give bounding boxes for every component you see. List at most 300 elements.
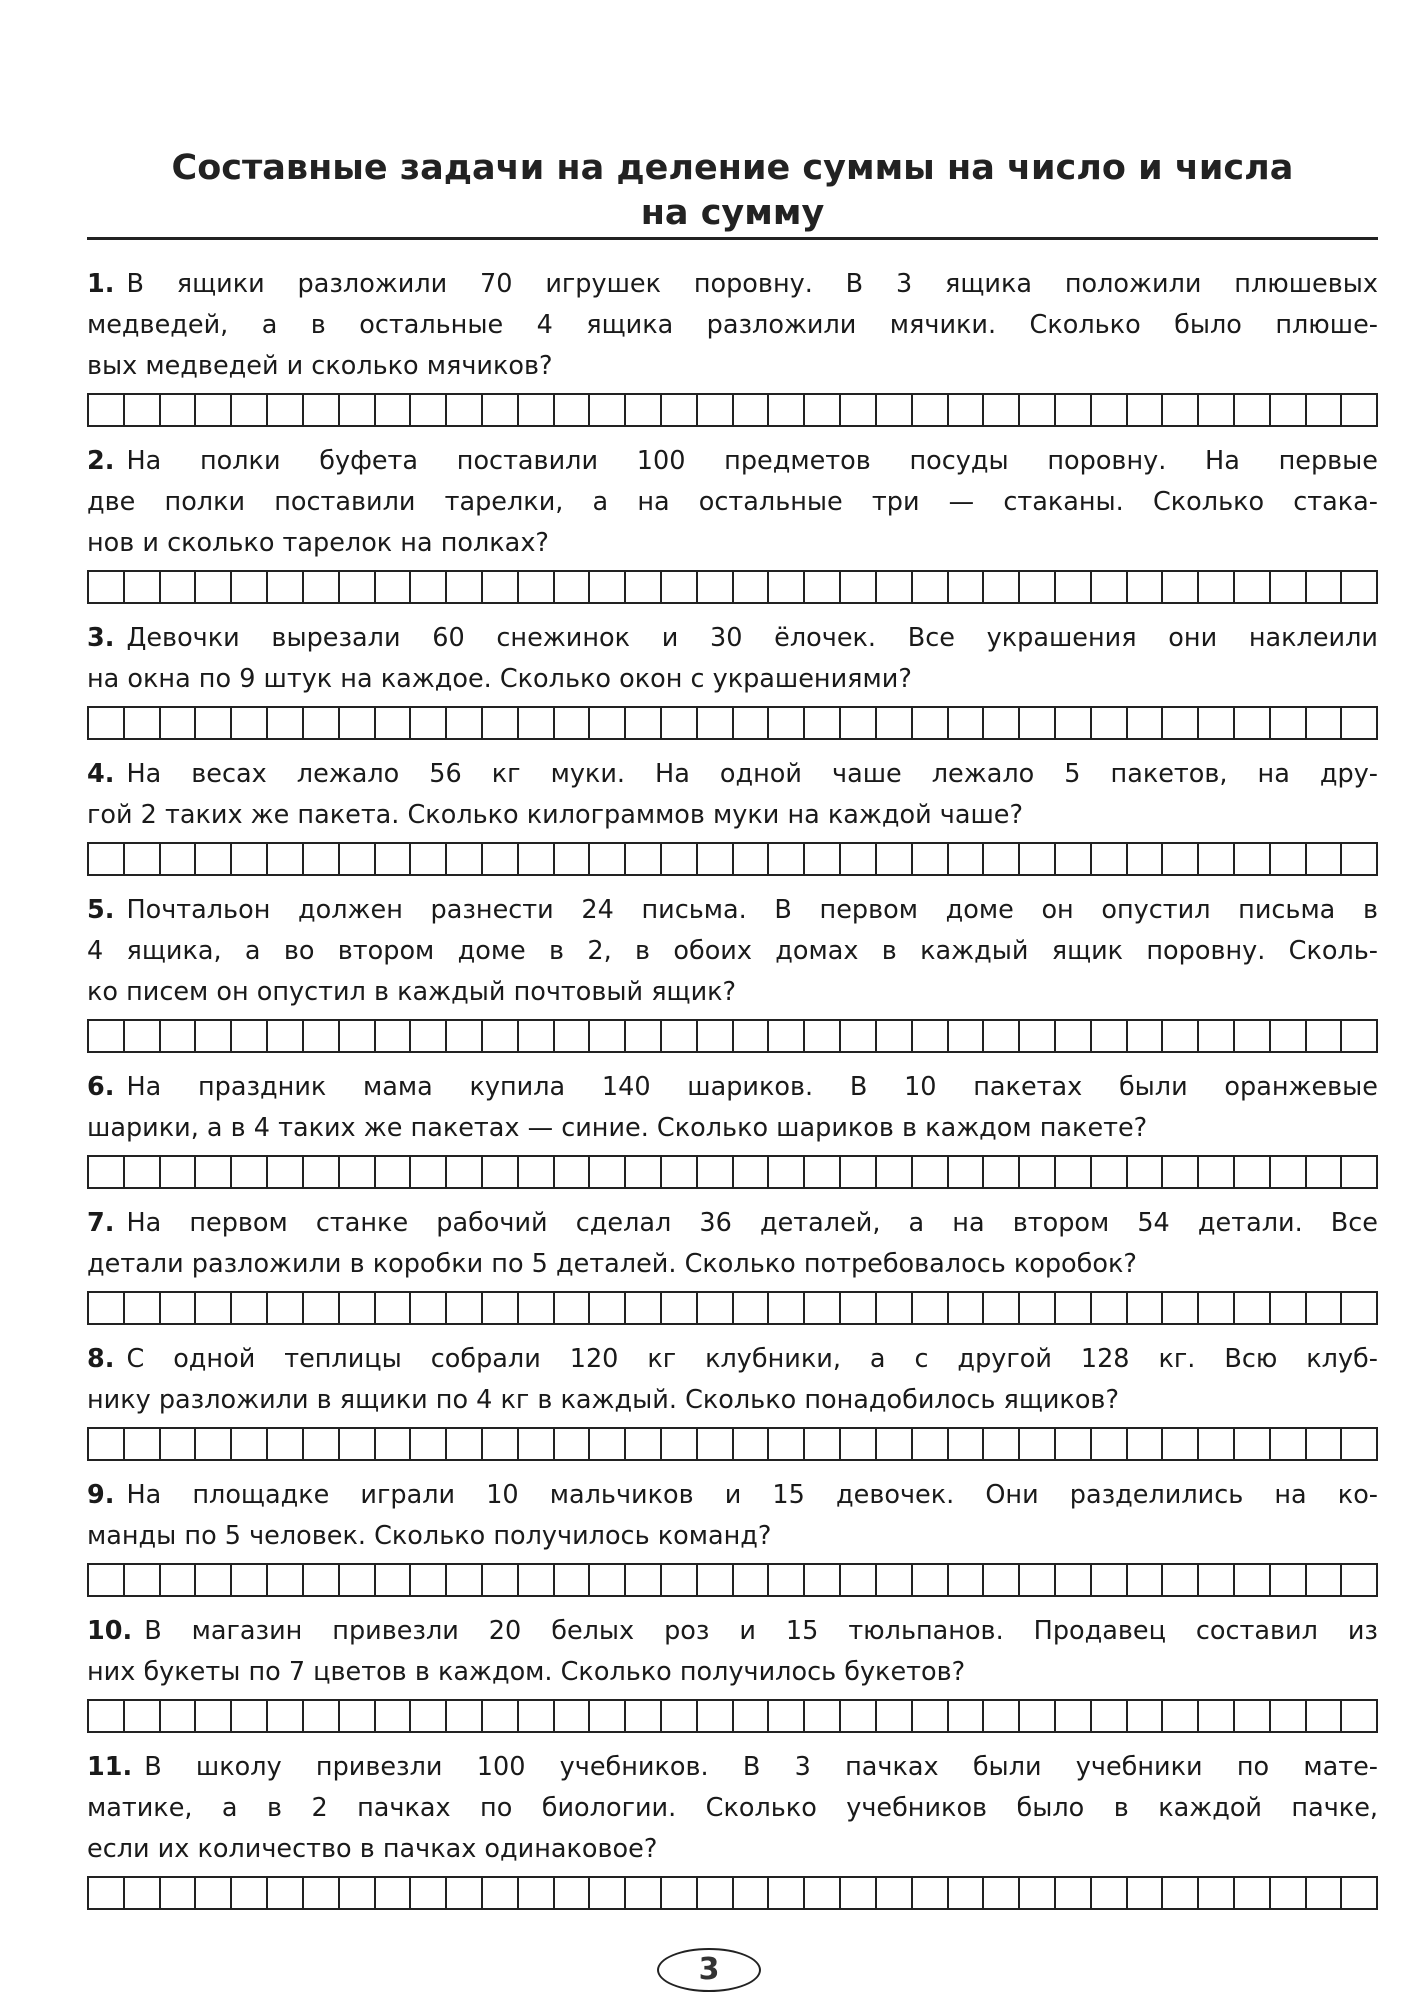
answer-cell[interactable] <box>769 1021 805 1051</box>
answer-cell[interactable] <box>447 1021 483 1051</box>
answer-grid[interactable] <box>87 1291 1378 1325</box>
answer-cell[interactable] <box>1163 1701 1199 1731</box>
answer-cell[interactable] <box>949 572 985 602</box>
answer-cell[interactable] <box>555 1157 591 1187</box>
answer-cell[interactable] <box>304 1429 340 1459</box>
answer-cell[interactable] <box>1235 1293 1271 1323</box>
answer-cell[interactable] <box>877 1429 913 1459</box>
answer-cell[interactable] <box>232 572 268 602</box>
answer-cell[interactable] <box>161 1878 197 1908</box>
answer-cell[interactable] <box>841 1429 877 1459</box>
answer-cell[interactable] <box>447 1157 483 1187</box>
answer-cell[interactable] <box>698 844 734 874</box>
answer-cell[interactable] <box>519 1429 555 1459</box>
answer-cell[interactable] <box>1342 1701 1378 1731</box>
answer-cell[interactable] <box>161 1429 197 1459</box>
answer-cell[interactable] <box>519 1701 555 1731</box>
answer-cell[interactable] <box>626 1429 662 1459</box>
answer-cell[interactable] <box>626 1878 662 1908</box>
answer-cell[interactable] <box>913 1021 949 1051</box>
answer-cell[interactable] <box>555 1565 591 1595</box>
answer-cell[interactable] <box>1128 1021 1164 1051</box>
answer-cell[interactable] <box>1307 1701 1343 1731</box>
answer-cell[interactable] <box>340 1157 376 1187</box>
answer-cell[interactable] <box>662 1157 698 1187</box>
answer-cell[interactable] <box>483 1701 519 1731</box>
answer-cell[interactable] <box>734 1701 770 1731</box>
answer-cell[interactable] <box>1235 1021 1271 1051</box>
answer-cell[interactable] <box>196 1701 232 1731</box>
answer-cell[interactable] <box>125 1565 161 1595</box>
answer-cell[interactable] <box>89 395 125 425</box>
answer-cell[interactable] <box>1271 395 1307 425</box>
answer-cell[interactable] <box>376 1429 412 1459</box>
answer-cell[interactable] <box>769 395 805 425</box>
answer-cell[interactable] <box>913 708 949 738</box>
answer-cell[interactable] <box>268 1565 304 1595</box>
answer-cell[interactable] <box>519 395 555 425</box>
answer-cell[interactable] <box>447 395 483 425</box>
answer-cell[interactable] <box>1092 1565 1128 1595</box>
answer-cell[interactable] <box>1163 1878 1199 1908</box>
answer-cell[interactable] <box>590 1021 626 1051</box>
answer-cell[interactable] <box>734 1878 770 1908</box>
answer-cell[interactable] <box>555 844 591 874</box>
answer-cell[interactable] <box>1020 844 1056 874</box>
answer-cell[interactable] <box>626 1157 662 1187</box>
answer-cell[interactable] <box>1235 1565 1271 1595</box>
answer-cell[interactable] <box>662 1565 698 1595</box>
answer-cell[interactable] <box>984 1701 1020 1731</box>
answer-cell[interactable] <box>411 1701 447 1731</box>
answer-cell[interactable] <box>340 572 376 602</box>
answer-cell[interactable] <box>626 1293 662 1323</box>
answer-cell[interactable] <box>304 708 340 738</box>
answer-cell[interactable] <box>232 1021 268 1051</box>
answer-cell[interactable] <box>984 1157 1020 1187</box>
answer-cell[interactable] <box>1199 1021 1235 1051</box>
answer-cell[interactable] <box>1199 1429 1235 1459</box>
answer-cell[interactable] <box>89 1293 125 1323</box>
answer-cell[interactable] <box>662 572 698 602</box>
answer-cell[interactable] <box>411 1157 447 1187</box>
answer-cell[interactable] <box>1128 1878 1164 1908</box>
answer-cell[interactable] <box>1235 708 1271 738</box>
answer-cell[interactable] <box>1163 1565 1199 1595</box>
answer-cell[interactable] <box>340 1429 376 1459</box>
answer-cell[interactable] <box>232 1878 268 1908</box>
answer-cell[interactable] <box>411 1565 447 1595</box>
answer-cell[interactable] <box>125 1701 161 1731</box>
answer-cell[interactable] <box>1092 1021 1128 1051</box>
answer-cell[interactable] <box>949 395 985 425</box>
answer-cell[interactable] <box>590 1701 626 1731</box>
answer-cell[interactable] <box>1199 1157 1235 1187</box>
answer-cell[interactable] <box>590 708 626 738</box>
answer-cell[interactable] <box>805 395 841 425</box>
answer-cell[interactable] <box>411 1429 447 1459</box>
answer-cell[interactable] <box>805 708 841 738</box>
answer-cell[interactable] <box>1235 395 1271 425</box>
answer-cell[interactable] <box>376 1021 412 1051</box>
answer-cell[interactable] <box>805 1878 841 1908</box>
answer-cell[interactable] <box>1271 708 1307 738</box>
answer-cell[interactable] <box>1020 1021 1056 1051</box>
answer-cell[interactable] <box>1271 1878 1307 1908</box>
answer-cell[interactable] <box>1342 1878 1378 1908</box>
answer-cell[interactable] <box>984 1293 1020 1323</box>
answer-cell[interactable] <box>913 1429 949 1459</box>
answer-cell[interactable] <box>340 395 376 425</box>
answer-cell[interactable] <box>304 1878 340 1908</box>
answer-cell[interactable] <box>1128 572 1164 602</box>
answer-cell[interactable] <box>1128 1429 1164 1459</box>
answer-cell[interactable] <box>590 1565 626 1595</box>
answer-cell[interactable] <box>1199 1293 1235 1323</box>
answer-cell[interactable] <box>1163 395 1199 425</box>
answer-cell[interactable] <box>1307 1157 1343 1187</box>
answer-cell[interactable] <box>1092 1701 1128 1731</box>
answer-cell[interactable] <box>161 1021 197 1051</box>
answer-cell[interactable] <box>268 1878 304 1908</box>
answer-cell[interactable] <box>411 708 447 738</box>
answer-cell[interactable] <box>1020 1429 1056 1459</box>
answer-cell[interactable] <box>1056 572 1092 602</box>
answer-cell[interactable] <box>1020 708 1056 738</box>
answer-grid[interactable] <box>87 393 1378 427</box>
answer-cell[interactable] <box>662 395 698 425</box>
answer-cell[interactable] <box>626 1021 662 1051</box>
answer-cell[interactable] <box>268 1157 304 1187</box>
answer-cell[interactable] <box>1128 1157 1164 1187</box>
answer-cell[interactable] <box>949 1878 985 1908</box>
answer-cell[interactable] <box>698 1429 734 1459</box>
answer-cell[interactable] <box>626 1701 662 1731</box>
answer-cell[interactable] <box>483 1429 519 1459</box>
answer-cell[interactable] <box>447 1701 483 1731</box>
answer-cell[interactable] <box>1235 572 1271 602</box>
answer-cell[interactable] <box>268 572 304 602</box>
answer-cell[interactable] <box>196 1878 232 1908</box>
answer-cell[interactable] <box>984 1878 1020 1908</box>
answer-cell[interactable] <box>984 1429 1020 1459</box>
answer-grid[interactable] <box>87 1427 1378 1461</box>
answer-cell[interactable] <box>698 395 734 425</box>
answer-cell[interactable] <box>1092 1429 1128 1459</box>
answer-cell[interactable] <box>376 1293 412 1323</box>
answer-cell[interactable] <box>1342 708 1378 738</box>
answer-grid[interactable] <box>87 1876 1378 1910</box>
answer-cell[interactable] <box>913 844 949 874</box>
answer-cell[interactable] <box>89 1565 125 1595</box>
answer-cell[interactable] <box>841 572 877 602</box>
answer-cell[interactable] <box>1271 844 1307 874</box>
answer-cell[interactable] <box>1163 1157 1199 1187</box>
answer-cell[interactable] <box>1092 572 1128 602</box>
answer-cell[interactable] <box>411 1021 447 1051</box>
answer-cell[interactable] <box>841 1293 877 1323</box>
answer-cell[interactable] <box>805 1701 841 1731</box>
answer-cell[interactable] <box>626 1565 662 1595</box>
answer-cell[interactable] <box>340 844 376 874</box>
answer-cell[interactable] <box>196 1429 232 1459</box>
answer-cell[interactable] <box>698 1157 734 1187</box>
answer-cell[interactable] <box>626 844 662 874</box>
answer-cell[interactable] <box>1020 1565 1056 1595</box>
answer-cell[interactable] <box>555 708 591 738</box>
answer-cell[interactable] <box>519 1021 555 1051</box>
answer-cell[interactable] <box>519 1878 555 1908</box>
answer-cell[interactable] <box>984 395 1020 425</box>
answer-cell[interactable] <box>698 1878 734 1908</box>
answer-cell[interactable] <box>89 1878 125 1908</box>
answer-cell[interactable] <box>698 708 734 738</box>
answer-cell[interactable] <box>483 1157 519 1187</box>
answer-cell[interactable] <box>1092 708 1128 738</box>
answer-cell[interactable] <box>376 395 412 425</box>
answer-cell[interactable] <box>1056 1429 1092 1459</box>
answer-cell[interactable] <box>376 1701 412 1731</box>
answer-cell[interactable] <box>411 844 447 874</box>
answer-cell[interactable] <box>877 1565 913 1595</box>
answer-cell[interactable] <box>161 1565 197 1595</box>
answer-cell[interactable] <box>519 844 555 874</box>
answer-cell[interactable] <box>376 572 412 602</box>
answer-cell[interactable] <box>125 844 161 874</box>
answer-cell[interactable] <box>376 1878 412 1908</box>
answer-cell[interactable] <box>662 844 698 874</box>
answer-cell[interactable] <box>555 1293 591 1323</box>
answer-cell[interactable] <box>590 572 626 602</box>
answer-cell[interactable] <box>913 1565 949 1595</box>
answer-cell[interactable] <box>590 844 626 874</box>
answer-cell[interactable] <box>769 1293 805 1323</box>
answer-cell[interactable] <box>805 1021 841 1051</box>
answer-cell[interactable] <box>805 1565 841 1595</box>
answer-cell[interactable] <box>447 1878 483 1908</box>
answer-cell[interactable] <box>1271 1701 1307 1731</box>
answer-cell[interactable] <box>1163 572 1199 602</box>
answer-cell[interactable] <box>340 1701 376 1731</box>
answer-cell[interactable] <box>590 395 626 425</box>
answer-cell[interactable] <box>984 844 1020 874</box>
answer-cell[interactable] <box>1307 1429 1343 1459</box>
answer-cell[interactable] <box>411 572 447 602</box>
answer-cell[interactable] <box>1199 1878 1235 1908</box>
answer-cell[interactable] <box>304 1701 340 1731</box>
answer-cell[interactable] <box>161 1293 197 1323</box>
answer-cell[interactable] <box>949 1565 985 1595</box>
answer-cell[interactable] <box>125 1293 161 1323</box>
answer-cell[interactable] <box>1092 1878 1128 1908</box>
answer-cell[interactable] <box>734 708 770 738</box>
answer-cell[interactable] <box>519 572 555 602</box>
answer-cell[interactable] <box>913 572 949 602</box>
answer-cell[interactable] <box>232 1565 268 1595</box>
answer-cell[interactable] <box>447 1565 483 1595</box>
answer-cell[interactable] <box>1056 844 1092 874</box>
answer-cell[interactable] <box>1307 395 1343 425</box>
answer-cell[interactable] <box>1342 1293 1378 1323</box>
answer-cell[interactable] <box>1235 1157 1271 1187</box>
answer-cell[interactable] <box>161 1157 197 1187</box>
answer-cell[interactable] <box>805 1157 841 1187</box>
answer-cell[interactable] <box>304 1021 340 1051</box>
answer-cell[interactable] <box>161 844 197 874</box>
answer-cell[interactable] <box>626 708 662 738</box>
answer-cell[interactable] <box>913 1157 949 1187</box>
answer-cell[interactable] <box>232 1701 268 1731</box>
answer-cell[interactable] <box>1235 1701 1271 1731</box>
answer-grid[interactable] <box>87 706 1378 740</box>
answer-cell[interactable] <box>483 1293 519 1323</box>
answer-cell[interactable] <box>196 1157 232 1187</box>
answer-cell[interactable] <box>196 844 232 874</box>
answer-cell[interactable] <box>949 844 985 874</box>
answer-cell[interactable] <box>913 1293 949 1323</box>
answer-cell[interactable] <box>1092 844 1128 874</box>
answer-cell[interactable] <box>125 1878 161 1908</box>
answer-cell[interactable] <box>734 844 770 874</box>
answer-cell[interactable] <box>877 395 913 425</box>
answer-cell[interactable] <box>1235 844 1271 874</box>
answer-cell[interactable] <box>340 1878 376 1908</box>
answer-grid[interactable] <box>87 1019 1378 1053</box>
answer-cell[interactable] <box>268 708 304 738</box>
answer-cell[interactable] <box>769 1157 805 1187</box>
answer-cell[interactable] <box>1020 395 1056 425</box>
answer-cell[interactable] <box>268 1429 304 1459</box>
answer-cell[interactable] <box>411 395 447 425</box>
answer-cell[interactable] <box>1235 1878 1271 1908</box>
answer-cell[interactable] <box>555 395 591 425</box>
answer-cell[interactable] <box>590 1293 626 1323</box>
answer-cell[interactable] <box>1271 1429 1307 1459</box>
answer-cell[interactable] <box>734 572 770 602</box>
answer-cell[interactable] <box>662 1429 698 1459</box>
answer-cell[interactable] <box>949 1021 985 1051</box>
answer-cell[interactable] <box>1342 395 1378 425</box>
answer-cell[interactable] <box>662 1021 698 1051</box>
answer-cell[interactable] <box>913 1878 949 1908</box>
answer-cell[interactable] <box>125 395 161 425</box>
answer-cell[interactable] <box>1271 1157 1307 1187</box>
answer-cell[interactable] <box>376 1157 412 1187</box>
answer-cell[interactable] <box>1056 708 1092 738</box>
answer-cell[interactable] <box>1092 395 1128 425</box>
answer-cell[interactable] <box>734 395 770 425</box>
answer-cell[interactable] <box>1092 1157 1128 1187</box>
answer-cell[interactable] <box>340 1021 376 1051</box>
answer-cell[interactable] <box>769 1701 805 1731</box>
answer-cell[interactable] <box>626 395 662 425</box>
answer-cell[interactable] <box>841 395 877 425</box>
answer-cell[interactable] <box>1128 1701 1164 1731</box>
answer-cell[interactable] <box>805 572 841 602</box>
answer-cell[interactable] <box>268 1021 304 1051</box>
answer-cell[interactable] <box>268 395 304 425</box>
answer-cell[interactable] <box>340 708 376 738</box>
answer-cell[interactable] <box>304 1157 340 1187</box>
answer-cell[interactable] <box>89 1157 125 1187</box>
answer-cell[interactable] <box>1128 708 1164 738</box>
answer-cell[interactable] <box>1128 395 1164 425</box>
answer-cell[interactable] <box>877 572 913 602</box>
answer-cell[interactable] <box>1342 572 1378 602</box>
answer-cell[interactable] <box>949 708 985 738</box>
answer-cell[interactable] <box>1307 1878 1343 1908</box>
answer-cell[interactable] <box>698 1293 734 1323</box>
answer-cell[interactable] <box>1342 1021 1378 1051</box>
answer-cell[interactable] <box>555 1701 591 1731</box>
answer-cell[interactable] <box>698 1565 734 1595</box>
answer-cell[interactable] <box>1271 1021 1307 1051</box>
answer-cell[interactable] <box>304 844 340 874</box>
answer-cell[interactable] <box>841 844 877 874</box>
answer-cell[interactable] <box>769 1429 805 1459</box>
answer-cell[interactable] <box>805 1293 841 1323</box>
answer-cell[interactable] <box>1199 395 1235 425</box>
answer-cell[interactable] <box>89 1701 125 1731</box>
answer-cell[interactable] <box>1056 1565 1092 1595</box>
answer-cell[interactable] <box>913 395 949 425</box>
answer-cell[interactable] <box>1128 1293 1164 1323</box>
answer-cell[interactable] <box>1163 844 1199 874</box>
answer-grid[interactable] <box>87 1699 1378 1733</box>
answer-cell[interactable] <box>89 844 125 874</box>
answer-cell[interactable] <box>734 1293 770 1323</box>
answer-cell[interactable] <box>519 1157 555 1187</box>
answer-cell[interactable] <box>1056 1021 1092 1051</box>
answer-cell[interactable] <box>89 708 125 738</box>
answer-grid[interactable] <box>87 1155 1378 1189</box>
answer-cell[interactable] <box>1307 844 1343 874</box>
answer-cell[interactable] <box>1307 708 1343 738</box>
answer-cell[interactable] <box>1056 1293 1092 1323</box>
answer-cell[interactable] <box>304 395 340 425</box>
answer-cell[interactable] <box>196 572 232 602</box>
answer-cell[interactable] <box>841 708 877 738</box>
answer-cell[interactable] <box>555 1878 591 1908</box>
answer-cell[interactable] <box>1342 844 1378 874</box>
answer-cell[interactable] <box>125 1157 161 1187</box>
answer-cell[interactable] <box>769 1565 805 1595</box>
answer-cell[interactable] <box>268 844 304 874</box>
answer-cell[interactable] <box>447 1429 483 1459</box>
answer-cell[interactable] <box>411 1293 447 1323</box>
answer-cell[interactable] <box>698 572 734 602</box>
answer-cell[interactable] <box>161 1701 197 1731</box>
answer-cell[interactable] <box>376 1565 412 1595</box>
answer-cell[interactable] <box>949 1157 985 1187</box>
answer-cell[interactable] <box>232 844 268 874</box>
answer-cell[interactable] <box>161 395 197 425</box>
answer-cell[interactable] <box>984 708 1020 738</box>
answer-cell[interactable] <box>1271 1565 1307 1595</box>
answer-cell[interactable] <box>1128 844 1164 874</box>
answer-cell[interactable] <box>877 1878 913 1908</box>
answer-cell[interactable] <box>483 1565 519 1595</box>
answer-cell[interactable] <box>1020 1157 1056 1187</box>
answer-cell[interactable] <box>232 1429 268 1459</box>
answer-cell[interactable] <box>805 844 841 874</box>
answer-cell[interactable] <box>841 1701 877 1731</box>
answer-cell[interactable] <box>555 572 591 602</box>
answer-cell[interactable] <box>877 1021 913 1051</box>
answer-cell[interactable] <box>1056 1878 1092 1908</box>
answer-cell[interactable] <box>662 1878 698 1908</box>
answer-cell[interactable] <box>483 572 519 602</box>
